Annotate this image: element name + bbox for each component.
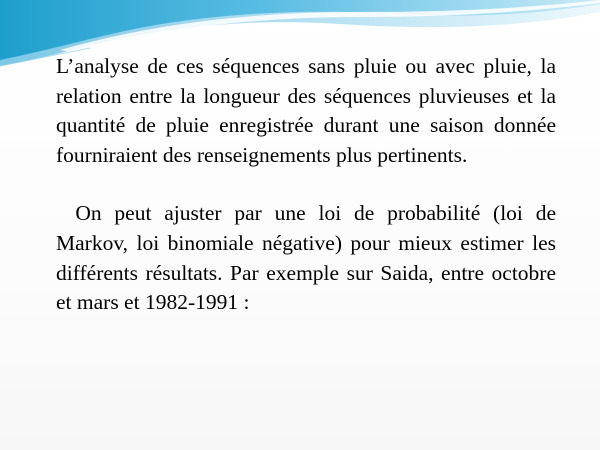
paragraph-1: L’analyse de ces séquences sans pluie ou avec pluie, la relation entre la longueur des séquences pluvieuses et la quantité de pluie enregistrée durant une saison donnée fourniraient des renseignements plus pertinents. (56, 54, 556, 167)
paragraph-2: On peut ajuster par une loi de probabilité (loi de Markov, loi binomiale négative) pour mieux estimer les différents résultats. Par exemple sur Saida, entre octobre et mars et 1982-1991 : (56, 201, 556, 315)
body-text (56, 52, 556, 318)
